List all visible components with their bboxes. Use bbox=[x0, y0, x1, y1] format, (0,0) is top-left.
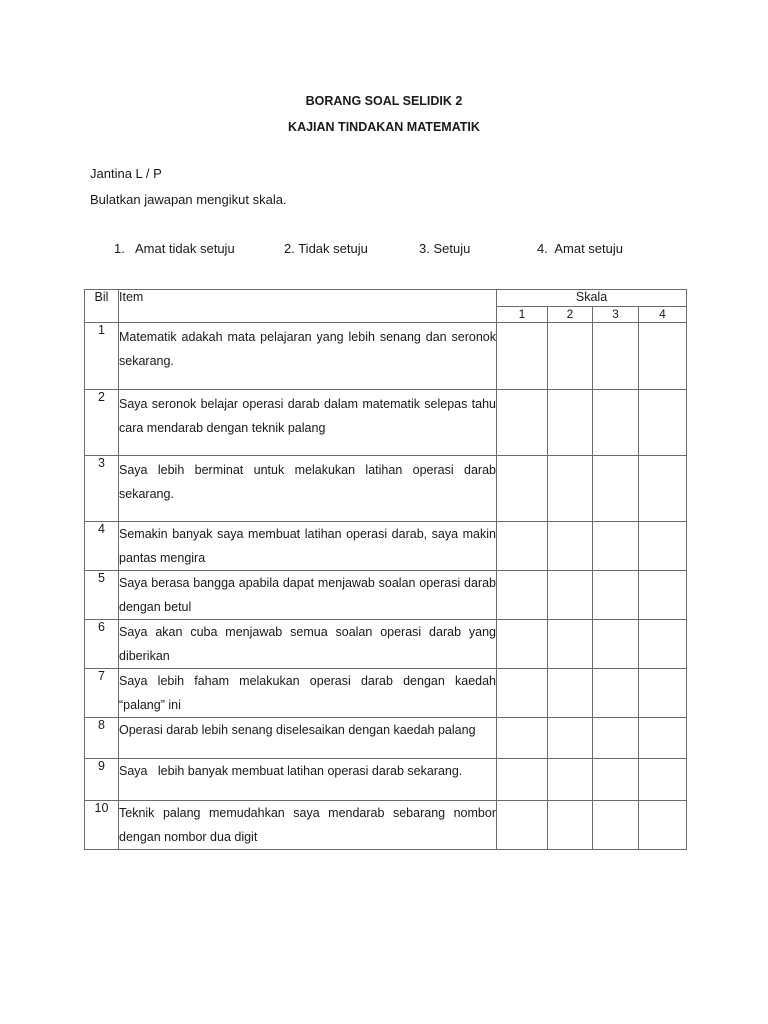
answer-cell-4[interactable] bbox=[639, 323, 687, 390]
scale-value-4: 4 bbox=[639, 307, 687, 323]
answer-cell-4[interactable] bbox=[639, 801, 687, 850]
answer-cell-1[interactable] bbox=[497, 669, 548, 718]
answer-cell-4[interactable] bbox=[639, 718, 687, 759]
scale-value-3: 3 bbox=[593, 307, 639, 323]
answer-cell-4[interactable] bbox=[639, 669, 687, 718]
answer-cell-3[interactable] bbox=[593, 522, 639, 571]
answer-cell-1[interactable] bbox=[497, 456, 548, 522]
answer-cell-2[interactable] bbox=[548, 323, 593, 390]
instruction-text: Bulatkan jawapan mengikut skala. bbox=[90, 192, 287, 207]
row-number: 1 bbox=[85, 323, 119, 390]
answer-cell-3[interactable] bbox=[593, 571, 639, 620]
row-item: Saya seronok belajar operasi darab dalam matematik selepas tahu cara mendarab dengan teknik palang bbox=[119, 390, 497, 456]
answer-cell-3[interactable] bbox=[593, 456, 639, 522]
answer-cell-4[interactable] bbox=[639, 456, 687, 522]
scale-value-2: 2 bbox=[548, 307, 593, 323]
scale-option-1: 1. Amat tidak setuju bbox=[114, 241, 235, 256]
table-row bbox=[85, 759, 687, 801]
row-item: Saya lebih berminat untuk melakukan latihan operasi darab sekarang. bbox=[119, 456, 497, 522]
scale-value-1: 1 bbox=[497, 307, 548, 323]
row-number: 10 bbox=[85, 801, 119, 850]
answer-cell-4[interactable] bbox=[639, 522, 687, 571]
answer-cell-2[interactable] bbox=[548, 620, 593, 669]
table-row bbox=[85, 390, 687, 456]
answer-cell-3[interactable] bbox=[593, 323, 639, 390]
answer-cell-1[interactable] bbox=[497, 718, 548, 759]
row-item: Matematik adakah mata pelajaran yang lebih senang dan seronok sekarang. bbox=[119, 323, 497, 390]
row-number: 5 bbox=[85, 571, 119, 620]
row-number: 3 bbox=[85, 456, 119, 522]
answer-cell-2[interactable] bbox=[548, 390, 593, 456]
scale-option-2: 2. Tidak setuju bbox=[284, 241, 368, 256]
table-row bbox=[85, 669, 687, 718]
gender-field: Jantina L / P bbox=[90, 166, 162, 181]
answer-cell-2[interactable] bbox=[548, 456, 593, 522]
row-item: Saya lebih faham melakukan operasi darab dengan kaedah “palang” ini bbox=[119, 669, 497, 718]
table-row bbox=[85, 718, 687, 759]
table-row bbox=[85, 456, 687, 522]
table-row bbox=[85, 571, 687, 620]
answer-cell-2[interactable] bbox=[548, 801, 593, 850]
answer-cell-1[interactable] bbox=[497, 759, 548, 801]
answer-cell-1[interactable] bbox=[497, 571, 548, 620]
form-subtitle: KAJIAN TINDAKAN MATEMATIK bbox=[288, 120, 480, 134]
row-number: 2 bbox=[85, 390, 119, 456]
form-title: BORANG SOAL SELIDIK 2 bbox=[305, 94, 463, 108]
row-item: Saya berasa bangga apabila dapat menjawab soalan operasi darab dengan betul bbox=[119, 571, 497, 620]
answer-cell-3[interactable] bbox=[593, 801, 639, 850]
row-item: Saya lebih banyak membuat latihan operasi darab sekarang. bbox=[119, 759, 497, 801]
row-item: Operasi darab lebih senang diselesaikan dengan kaedah palang bbox=[119, 718, 497, 759]
row-number: 8 bbox=[85, 718, 119, 759]
table-row bbox=[85, 620, 687, 669]
answer-cell-1[interactable] bbox=[497, 620, 548, 669]
answer-cell-1[interactable] bbox=[497, 390, 548, 456]
scale-option-3: 3. Setuju bbox=[419, 241, 471, 256]
scale-header: Skala bbox=[497, 290, 687, 307]
answer-cell-3[interactable] bbox=[593, 620, 639, 669]
answer-cell-4[interactable] bbox=[639, 571, 687, 620]
row-number: 7 bbox=[85, 669, 119, 718]
answer-cell-2[interactable] bbox=[548, 522, 593, 571]
bil-header: Bil bbox=[85, 290, 119, 323]
answer-cell-1[interactable] bbox=[497, 801, 548, 850]
item-header: Item bbox=[119, 290, 497, 323]
table-row bbox=[85, 522, 687, 571]
row-number: 6 bbox=[85, 620, 119, 669]
row-item: Semakin banyak saya membuat latihan operasi darab, saya makin pantas mengira bbox=[119, 522, 497, 571]
answer-cell-2[interactable] bbox=[548, 571, 593, 620]
table-row bbox=[85, 801, 687, 850]
scale-option-4: 4. Amat setuju bbox=[537, 241, 623, 256]
row-item: Saya akan cuba menjawab semua soalan operasi darab yang diberikan bbox=[119, 620, 497, 669]
answer-cell-3[interactable] bbox=[593, 669, 639, 718]
answer-cell-3[interactable] bbox=[593, 718, 639, 759]
row-item: Teknik palang memudahkan saya mendarab sebarang nombor dengan nombor dua digit bbox=[119, 801, 497, 850]
answer-cell-3[interactable] bbox=[593, 759, 639, 801]
answer-cell-1[interactable] bbox=[497, 522, 548, 571]
answer-cell-2[interactable] bbox=[548, 759, 593, 801]
answer-cell-2[interactable] bbox=[548, 718, 593, 759]
row-number: 4 bbox=[85, 522, 119, 571]
answer-cell-4[interactable] bbox=[639, 390, 687, 456]
survey-table bbox=[84, 289, 687, 850]
answer-cell-4[interactable] bbox=[639, 759, 687, 801]
table-row bbox=[85, 323, 687, 390]
answer-cell-1[interactable] bbox=[497, 323, 548, 390]
answer-cell-4[interactable] bbox=[639, 620, 687, 669]
row-number: 9 bbox=[85, 759, 119, 801]
answer-cell-2[interactable] bbox=[548, 669, 593, 718]
answer-cell-3[interactable] bbox=[593, 390, 639, 456]
